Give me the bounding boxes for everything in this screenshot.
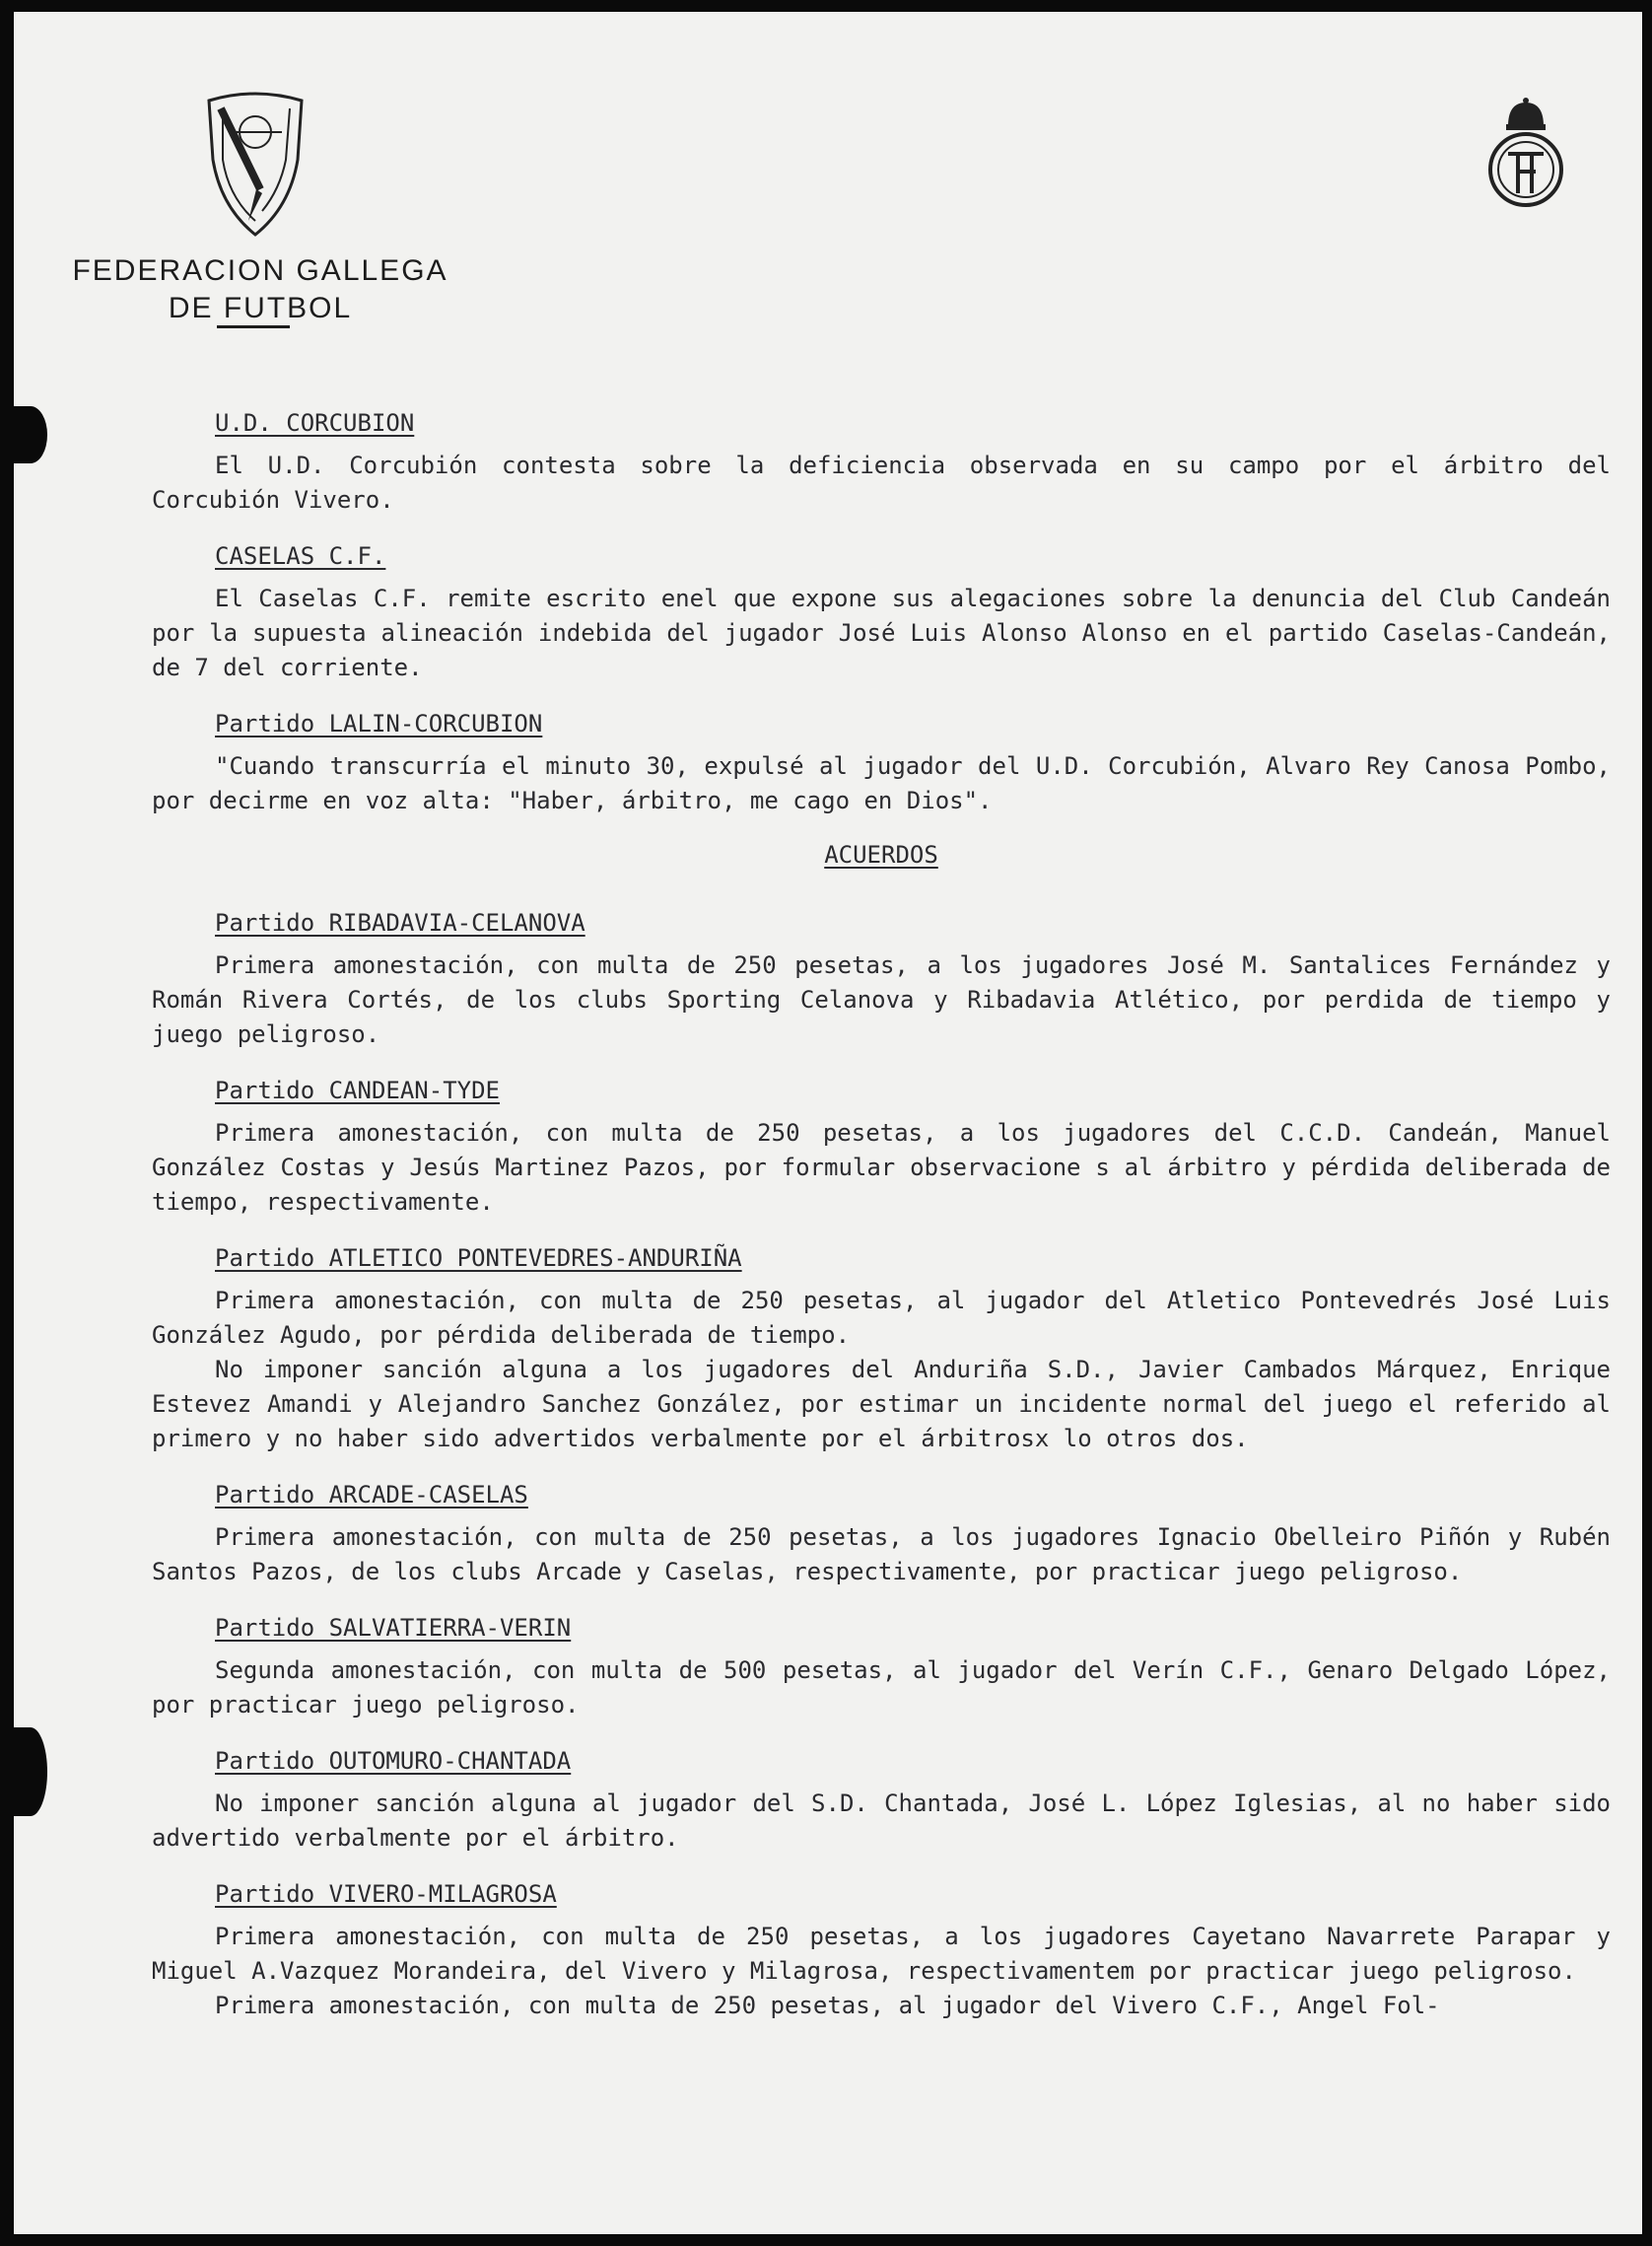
- acuerdo-heading: Partido ATLETICO PONTEVEDRES-ANDURIÑA: [215, 1244, 742, 1272]
- acuerdo-heading: Partido OUTOMURO-CHANTADA: [215, 1747, 572, 1775]
- acuerdo-paragraph: Primera amonestación, con multa de 250 pesetas, al jugador del Atletico Pontevedrés José Luis González Agudo, por pérdida deliberada de tiempo.: [152, 1287, 1611, 1349]
- acuerdos-title: ACUERDOS: [824, 841, 938, 869]
- acuerdo-paragraph: No imponer sanción alguna al jugador del S.D. Chantada, José L. López Iglesias, al no haber sido advertido verbalmente por el árbitro.: [152, 1790, 1611, 1852]
- acuerdo-ribadavia-celanova: [152, 886, 1611, 1052]
- acuerdo-candean-tyde: [152, 1054, 1611, 1220]
- section-heading: CASELAS C.F.: [215, 542, 386, 570]
- document-page: [14, 12, 1642, 2234]
- acuerdo-paragraph: Primera amonestación, con multa de 250 pesetas, a los jugadores Ignacio Obelleiro Piñón y Rubén Santos Pazos, de los clubs Arcade y Caselas, respectivamente, por practicar juego peligroso.: [152, 1523, 1611, 1585]
- acuerdo-paragraph: No imponer sanción alguna a los jugadores del Anduriña S.D., Javier Cambados Márquez, Enrique Estevez Amandi y Alejandro Sanchez González, por estimar un incidente normal del juego el referido al primero y no haber sido advertidos verbalmente por el árbitrosx lo otros dos.: [152, 1356, 1611, 1452]
- acuerdo-paragraph: Primera amonestación, con multa de 250 pesetas, a los jugadores del C.C.D. Candeán, Manuel González Costas y Jesús Martinez Pazos, por formular observacione s al árbitro y pérdida deliberada de tiempo, respectivamente.: [152, 1119, 1611, 1216]
- paper-edge-damage: [14, 406, 47, 463]
- acuerdo-paragraph: Primera amonestación, con multa de 250 pesetas, al jugador del Vivero C.F., Angel Fol-: [215, 1992, 1440, 2019]
- federation-name: [53, 252, 467, 327]
- acuerdo-heading: Partido CANDEAN-TYDE: [215, 1077, 500, 1104]
- section-caselas-cf: [152, 520, 1611, 685]
- acuerdo-heading: Partido ARCADE-CASELAS: [215, 1481, 528, 1509]
- section-lalin-corcubion: [152, 687, 1611, 818]
- acuerdo-salvatierra-verin: [152, 1591, 1611, 1722]
- section-paragraph: El U.D. Corcubión contesta sobre la deficiencia observada en su campo por el árbitro del Corcubión Vivero.: [152, 452, 1611, 514]
- acuerdo-atletico-pontevedres-andurina: [152, 1222, 1611, 1456]
- paper-edge-damage: [14, 1727, 47, 1816]
- acuerdo-paragraph: Primera amonestación, con multa de 250 pesetas, a los jugadores José M. Santalices Fernández y Román Rivera Cortés, de los clubs Sporting Celanova y Ribadavia Atlético, por perdida de tiempo y juego peligroso.: [152, 951, 1611, 1048]
- federation-name-line2: DE FUTBOL: [168, 292, 353, 324]
- section-paragraph: "Cuando transcurría el minuto 30, expulsé al jugador del U.D. Corcubión, Alvaro Rey Canosa Pombo, por decirme en voz alta: "Haber, árbitro, me cago en Dios".: [152, 752, 1611, 814]
- section-ud-corcubion: [152, 386, 1611, 518]
- section-paragraph: El Caselas C.F. remite escrito enel que expone sus alegaciones sobre la denuncia del Club Candeán por la supuesta alineación indebida del jugador José Luis Alonso Alonso en el partido Caselas-Candeán, de 7 del corriente.: [152, 585, 1611, 681]
- rfef-crest-logo: [1479, 97, 1573, 215]
- acuerdo-vivero-milagrosa: [152, 1858, 1611, 2023]
- acuerdo-paragraph: Primera amonestación, con multa de 250 pesetas, a los jugadores Cayetano Navarrete Parapar y Miguel A.Vazquez Morandeira, del Vivero y Milagrosa, respectivamentem por practicar juego peligroso.: [152, 1923, 1611, 1985]
- federation-name-line1: FEDERACION GALLEGA: [72, 254, 448, 287]
- acuerdo-heading: Partido VIVERO-MILAGROSA: [215, 1880, 557, 1908]
- section-heading: U.D. CORCUBION: [215, 409, 415, 437]
- federation-shield-logo: [201, 91, 310, 239]
- acuerdo-outomuro-chantada: [152, 1724, 1611, 1856]
- document-body: [152, 386, 1611, 2025]
- acuerdo-arcade-caselas: [152, 1458, 1611, 1589]
- section-heading: Partido LALIN-CORCUBION: [215, 710, 543, 737]
- header-divider: [217, 325, 290, 328]
- acuerdo-heading: Partido SALVATIERRA-VERIN: [215, 1614, 572, 1642]
- acuerdo-paragraph: Segunda amonestación, con multa de 500 pesetas, al jugador del Verín C.F., Genaro Delgado López, por practicar juego peligroso.: [152, 1656, 1611, 1719]
- acuerdo-heading: Partido RIBADAVIA-CELANOVA: [215, 909, 585, 937]
